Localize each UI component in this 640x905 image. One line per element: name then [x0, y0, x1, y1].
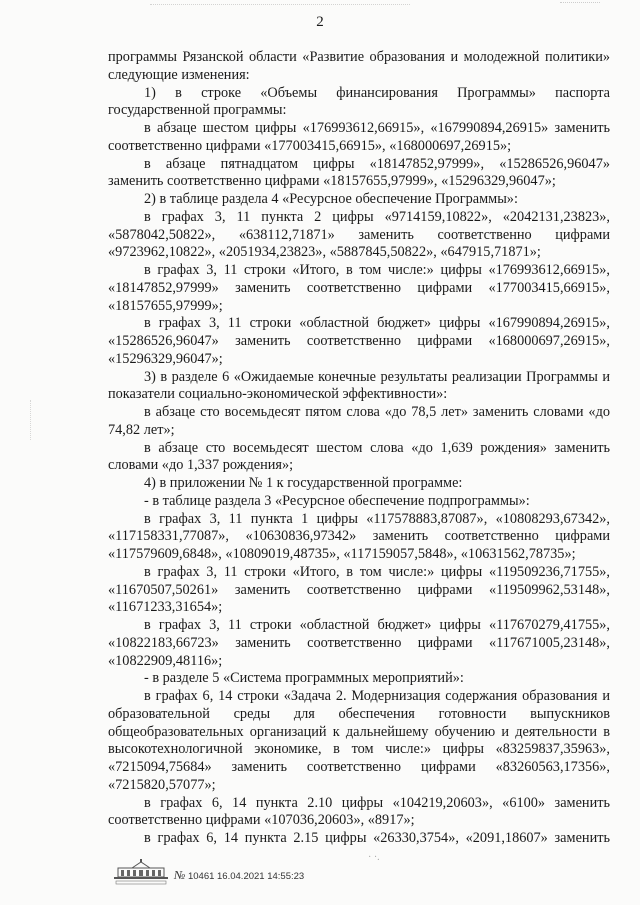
- paragraph: 3) в разделе 6 «Ожидаемые конечные результаты реализации Программы и показатели социально-экономической эффективности»:: [108, 368, 610, 403]
- registration-stamp: [174, 868, 304, 883]
- building-emblem-icon: [112, 858, 170, 886]
- paragraph: в графах 6, 14 пункта 2.15 цифры «26330,3754», «2091,18607» заменить: [144, 830, 610, 846]
- document-footer: [112, 858, 412, 888]
- paragraph: в абзаце шестом цифры «176993612,66915», «167990894,26915» заменить соответственно цифрами «177003415,66915», «168000697,26915»;: [108, 120, 610, 154]
- paragraph: в графах 6, 14 строки «Задача 2. Модернизация содержания образования и образовательной среды для обеспечения готовности выпускников общеобразовательных организаций к дальнейшему обучению и деятельности в высокотехнологичной экономике, в том числе:» цифры «83259837,35963», «7215094,75684» заменить соответственно цифрами «83260563,17356», «7215820,57077»;: [108, 688, 610, 793]
- paragraph: в графах 6, 14 пункта 2.10 цифры «104219,20603», «6100» заменить соответственно цифрами «107036,20603», «8917»;: [108, 794, 610, 829]
- paragraph: в графах 3, 11 пункта 2 цифры «9714159,10822», «2042131,23823», «5878042,50822», «638112,71871» заменить соответственно цифрами «9723962,10822», «2051934,23823», «5887845,50822», «647915,71871»;: [108, 208, 610, 261]
- number-sign: №: [174, 868, 186, 882]
- registration-number-datetime: 10461 16.04.2021 14:55:23: [187, 871, 305, 882]
- document-body: [108, 49, 610, 848]
- paragraph: в абзаце сто восемьдесят пятом слова «до 78,5 лет» заменить словами «до 74,82 лет»;: [108, 404, 610, 438]
- paragraph: в графах 3, 11 строки «Итого, в том числе:» цифры «119509236,71755», «11670507,50261» заменить соответственно цифрами «119509962,53148», «11671233,31654»;: [108, 563, 610, 616]
- paragraph: 2) в таблице раздела 4 «Ресурсное обеспечение Программы»:: [144, 191, 518, 207]
- paragraph: в графах 3, 11 пункта 1 цифры «117578883,87087», «10808293,67342», «117158331,77087», «10630836,97342» заменить соответственно цифрами «117579609,6848», «10809019,48735», «117159057,5848», «10631562,78735»;: [108, 510, 610, 562]
- paragraph: в графах 3, 11 строки «Итого, в том числе:» цифры «176993612,66915», «18147852,97999» заменить соответственно цифрами «177003415,66915», «18157655,97999»;: [108, 262, 610, 314]
- scan-noise-dots: · ·.: [368, 852, 380, 863]
- scan-noise: [150, 4, 410, 13]
- paragraph: - в таблице раздела 3 «Ресурсное обеспечение подпрограммы»:: [144, 492, 530, 509]
- paragraph: в абзаце пятнадцатом цифры «18147852,97999», «15286526,96047» заменить соответственно цифрами «18157655,97999», «15296329,96047»;: [108, 155, 610, 190]
- paragraph: 4) в приложении № 1 к государственной программе:: [144, 475, 463, 491]
- paragraph: в графах 3, 11 строки «областной бюджет» цифры «167990894,26915», «15286526,96047» заменить соответственно цифрами «168000697,26915», «15296329,96047»;: [108, 315, 610, 367]
- scan-margin-marks: [30, 400, 37, 440]
- paragraph: 1) в строке «Объемы финансирования Программы» паспорта государственной программы:: [108, 84, 610, 119]
- page-number: 2: [316, 14, 324, 30]
- paragraph: программы Рязанской области «Развитие образования и молодежной политики» следующие изменения:: [108, 49, 610, 83]
- paragraph: - в разделе 5 «Система программных мероприятий»:: [144, 670, 464, 687]
- scan-noise: [560, 2, 600, 11]
- paragraph: в графах 3, 11 строки «областной бюджет» цифры «117670279,41755», «10822183,66723» заменить соответственно цифрами «117671005,23148», «10822909,48116»;: [108, 617, 610, 669]
- paragraph: в абзаце сто восемьдесят шестом слова «до 1,639 рождения» заменить словами «до 1,337 рождения»;: [108, 439, 610, 474]
